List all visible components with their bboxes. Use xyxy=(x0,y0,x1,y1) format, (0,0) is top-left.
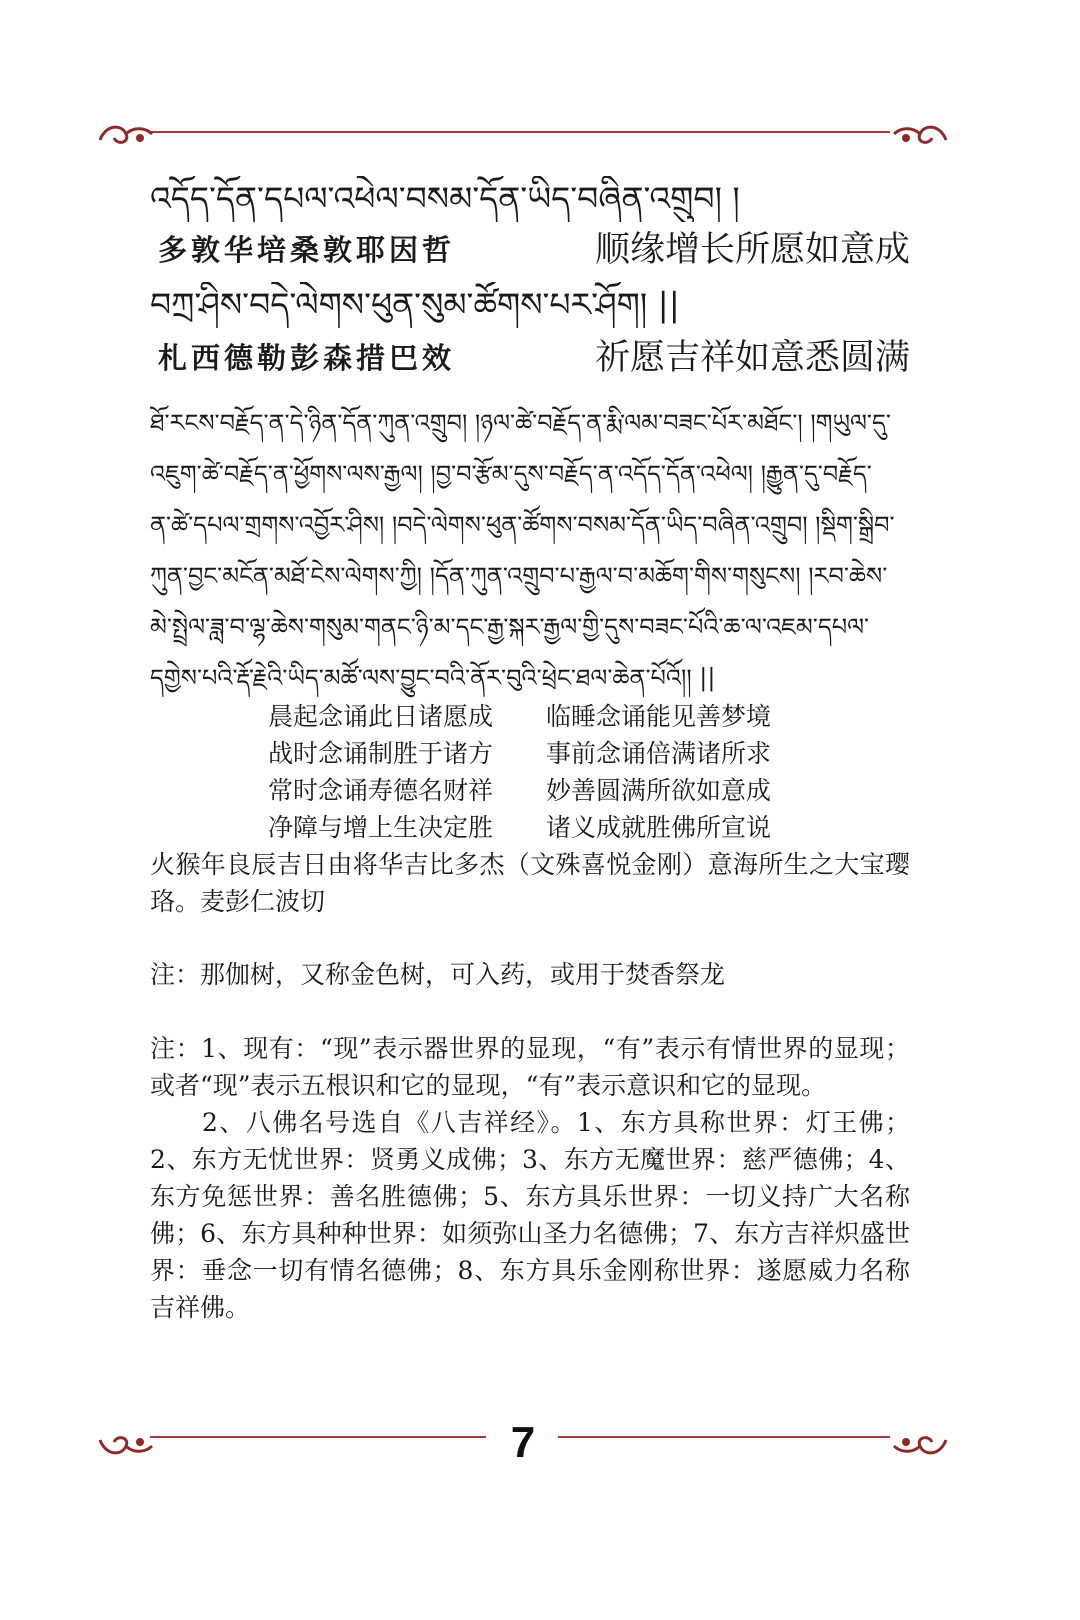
transliteration-1: 多敦华培桑敦耶因哲 xyxy=(158,233,456,267)
tibetan-paragraph-line: དགྱེས་པའི་རྡོ་རྗེའི་ཡིད་མཚོ་ལས་བྱུང་བའི་ནོར་བུའི་ཕྲེང་ཐལ་ཆེན་པོའོ།། || xyxy=(150,664,716,692)
chinese-title-1: 顺缘增长所愿如意成 xyxy=(594,230,910,270)
tibetan-paragraph-line: འཇུག་ཚེ་བརྗོད་ན་ཕྱོགས་ལས་རྒྱལ། །བྱ་བ་རྩོམ་དུས་བརྗོད་ན་འདོད་དོན་འཕེལ། །རྒྱུན་དུ་བརྗོད་ xyxy=(150,460,872,488)
scroll-ornament-icon xyxy=(890,1426,950,1460)
scroll-ornament-icon xyxy=(96,116,156,150)
footer-rule-right xyxy=(558,1436,890,1438)
header-rule xyxy=(150,131,890,133)
verse-left: 战时念诵制胜于诸方 xyxy=(268,739,494,768)
tibetan-paragraph-line: ན་ཚེ་དཔལ་གྲགས་འབྱོར་ཤིས། །བདེ་ལེགས་ཕུན་ཚོགས་བསམ་དོན་ཡིད་བཞིན་འགྲུབ། །སྡིག་སྒྲིབ་ xyxy=(150,511,895,539)
colophon: 火猴年良辰吉日由将华吉比多杰（文殊喜悦金刚）意海所生之大宝璎珞。麦彭仁波切 xyxy=(150,850,910,916)
title-row-1 xyxy=(150,222,910,278)
tibetan-paragraph-line: ཀུན་བྱང་མངོན་མཐོ་ངེས་ལེགས་ཀྱི། །དོན་ཀུན་འགྲུབ་པ་རྒྱལ་བ་མཆོག་གིས་གསུངས། །རབ་ཆེས་ xyxy=(150,562,888,590)
verse-right: 临睡念诵能见善梦境 xyxy=(546,702,772,731)
tibetan-paragraph-line: མེ་སྤྲེལ་ཟླ་བ་ལྷ་ཆེས་གསུམ་གནང་ཉི་མ་དང་རྒྱ་སྐར་རྒྱལ་གྱི་དུས་བཟང་པོའི་ཆ་ལ་འཇམ་དཔལ་ xyxy=(150,613,870,641)
verse-right: 事前念诵倍满诸所求 xyxy=(546,739,772,768)
note-naga-tree: 注：那伽树，又称金色树，可入药，或用于焚香祭龙 xyxy=(150,960,726,989)
note-explanations xyxy=(150,1030,910,1326)
transliteration-2: 札西德勒彭森措巴效 xyxy=(158,341,456,375)
tibetan-title-line-1: འདོད་དོན་དཔལ་འཕེལ་བསམ་དོན་ཡིད་བཞིན་འགྲུབ། ། xyxy=(150,179,740,218)
chinese-title-2: 祈愿吉祥如意悉圆满 xyxy=(594,338,910,378)
scroll-ornament-icon xyxy=(96,1426,156,1460)
verse-left: 晨起念诵此日诸愿成 xyxy=(268,702,494,731)
verse-line xyxy=(268,772,771,809)
verse-right: 妙善圆满所欲如意成 xyxy=(546,776,772,805)
verse-line xyxy=(268,809,771,846)
tibetan-paragraph-line: ཐོ་རངས་བརྗོད་ན་དེ་ཉིན་དོན་ཀུན་འགྲུབ། །ཉལ་ཚེ་བརྗོད་ན་རྨི་ལམ་བཟང་པོར་མཐོང་། །གཡུལ་དུ་ xyxy=(150,409,891,437)
verse-left: 常时念诵寿德名财祥 xyxy=(268,776,494,805)
note-paragraph-2: 2、八佛名号选自《八吉祥经》。1、东方具称世界：灯王佛；2、东方无忧世界：贤勇义成佛；3、东方无魔世界：慈严德佛；4、东方免惩世界：善名胜德佛；5、东方具乐世界：一切义持广大名称佛；6、东方具种种世界：如须弥山圣力名德佛；7、东方吉祥炽盛世界：垂念一切有情名德佛；8、东方具乐金刚称世界：遂愿威力名称吉祥佛。 xyxy=(150,1108,910,1322)
page-number: 7 xyxy=(510,1418,536,1467)
tibetan-title-line-2: བཀྲ་ཤིས་བདེ་ལེགས་ཕུན་སུམ་ཚོགས་པར་ཤོག། || xyxy=(150,285,680,324)
title-row-2 xyxy=(150,330,910,386)
verse-right: 诸义成就胜佛所宣说 xyxy=(546,813,772,842)
verse-line xyxy=(268,735,771,772)
note-paragraph-1: 注：1、现有：“现”表示器世界的显现，“有”表示有情世界的显现；或者“现”表示五根识和它的显现，“有”表示意识和它的显现。 xyxy=(150,1034,910,1100)
verse-line xyxy=(268,698,771,735)
verse-left: 净障与增上生决定胜 xyxy=(268,813,494,842)
footer-rule-left xyxy=(150,1436,486,1438)
scroll-ornament-icon xyxy=(890,116,950,150)
